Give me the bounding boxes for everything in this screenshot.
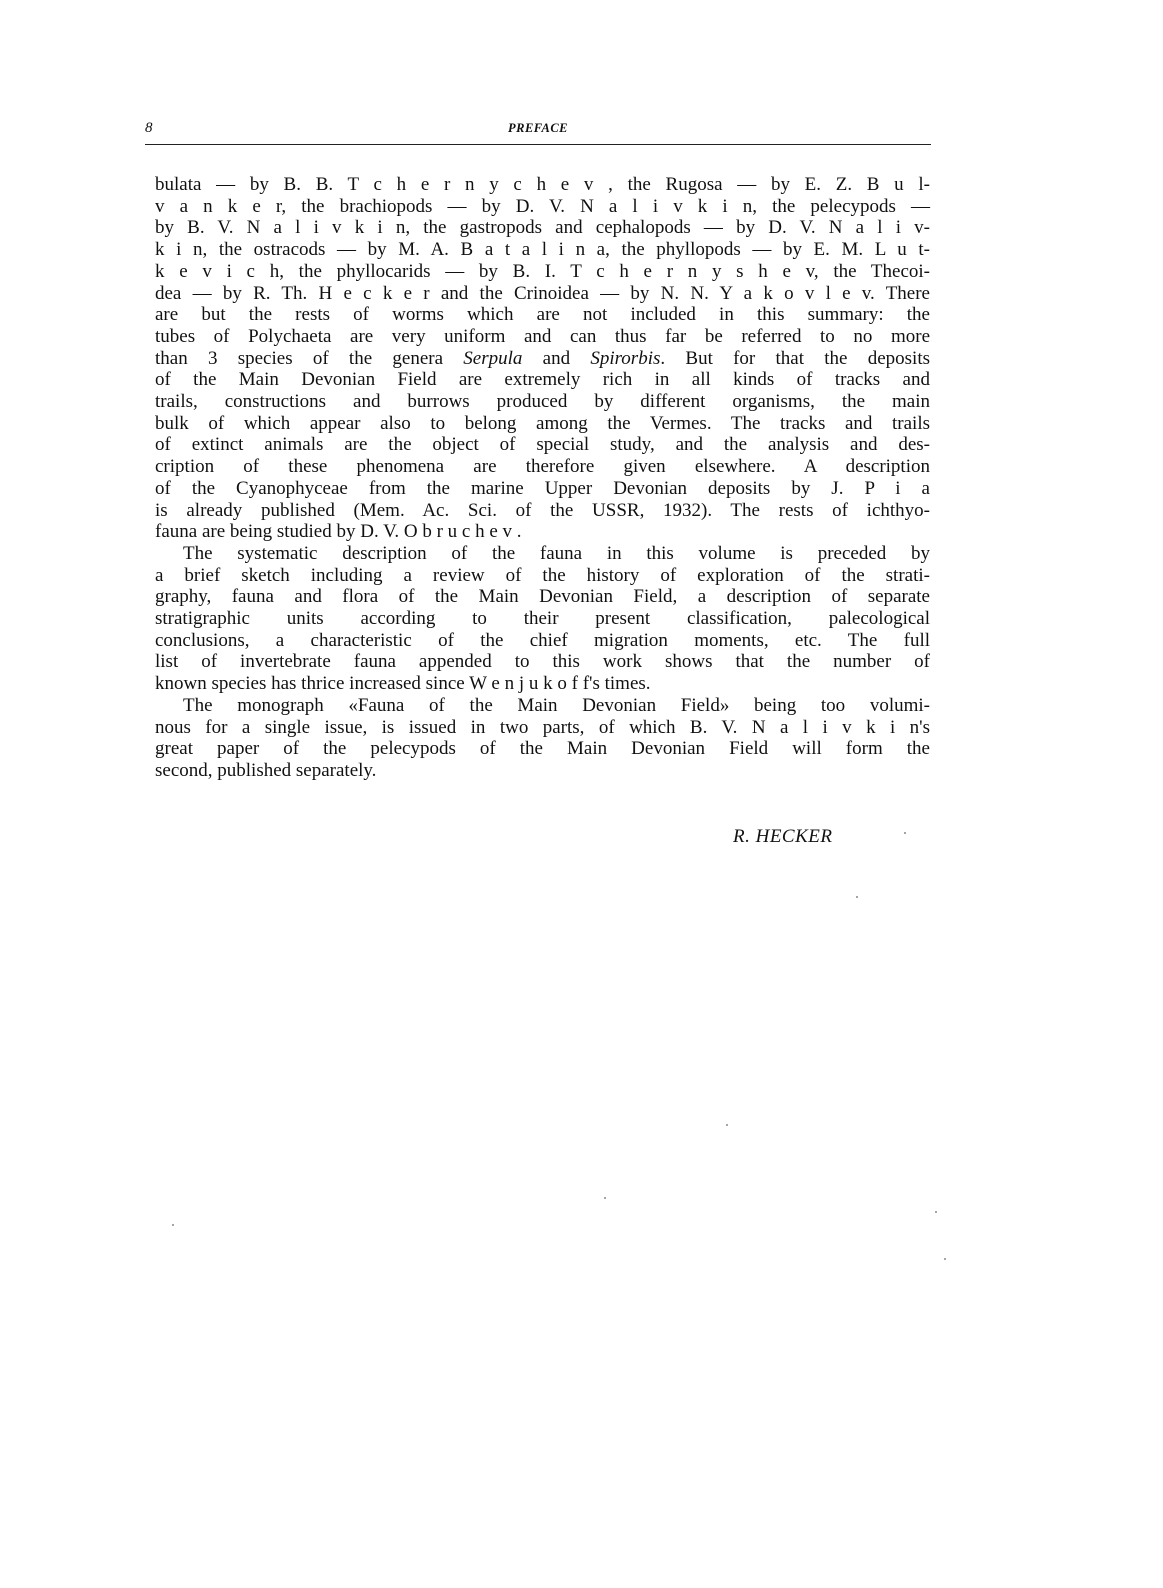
text-line: by B. V. N a l i v k i n, the gastropods and cephalopods — by D. V. N a l i v- — [155, 217, 930, 239]
text-line: a brief sketch including a review of the history of exploration of the strati- — [155, 564, 930, 586]
text-line: of the Main Devonian Field are extremely rich in all kinds of tracks and — [155, 369, 930, 391]
text-line: k e v i c h, the phyllocarids — by B. I. T c h e r n y s h e v, the Thecoi- — [155, 260, 930, 282]
text-line: bulata — by B. B. T c h e r n y c h e v , the Rugosa — by E. Z. B u l- — [155, 174, 930, 195]
page-header — [145, 118, 931, 145]
text-line: tubes of Polychaeta are very uniform and can thus far be referred to no more — [155, 325, 930, 347]
scan-speck — [726, 1124, 728, 1126]
text-line: of the Cyanophyceae from the marine Upper Devonian deposits by J. P i a — [155, 477, 930, 499]
running-head: PREFACE — [507, 121, 568, 135]
text-line: bulk of which appear also to belong among the Vermes. The tracks and trails — [155, 412, 930, 434]
scan-speck — [172, 1224, 174, 1226]
scan-speck — [856, 896, 858, 898]
text-line: graphy, fauna and flora of the Main Devonian Field, a description of separate — [155, 586, 930, 608]
text-line: list of invertebrate fauna appended to this work shows that the number of — [155, 651, 930, 673]
scan-speck — [904, 832, 906, 834]
text-line: nous for a single issue, is issued in two parts, of which B. V. N a l i v k i n's — [155, 716, 930, 738]
text-line: known species has thrice increased since W e n j u k o f f's times. — [155, 673, 651, 695]
scan-speck — [604, 1197, 606, 1199]
text-line: v a n k e r, the brachiopods — by D. V. N a l i v k i n, the pelecypods — — [155, 195, 930, 217]
author-signature: R. HECKER — [733, 826, 833, 847]
scan-speck — [944, 1258, 946, 1260]
text-line: second, published separately. — [155, 759, 377, 781]
text-line: are but the rests of worms which are not included in this summary: the — [155, 304, 930, 326]
text-line: conclusions, a characteristic of the chief migration moments, etc. The full — [155, 629, 930, 651]
text-line: than 3 species of the genera Serpula and Spirorbis. But for that the deposits — [155, 347, 931, 369]
page-number: 8 — [145, 120, 153, 136]
text-line: fauna are being studied by D. V. O b r u c h e v . — [155, 521, 522, 543]
text-line: stratigraphic units according to their present classification, palecological — [155, 608, 930, 630]
text-line: The systematic description of the fauna in this volume is preceded by — [183, 542, 930, 564]
body-text — [155, 174, 930, 782]
text-line: is already published (Mem. Ac. Sci. of the USSR, 1932). The rests of ichthyo- — [155, 499, 930, 521]
text-line: of extinct animals are the object of special study, and the analysis and des- — [155, 434, 930, 456]
genus-name: Spirorbis — [590, 347, 661, 369]
text-line: trails, constructions and burrows produced by different organisms, the main — [155, 391, 930, 413]
text-line: dea — by R. Th. H e c k e r and the Crinoidea — by N. N. Y a k o v l e v. There — [155, 282, 930, 304]
text-line: The monograph «Fauna of the Main Devonian Field» being too volumi- — [183, 694, 930, 716]
text-line: great paper of the pelecypods of the Main Devonian Field will form the — [155, 738, 930, 760]
text-line: k i n, the ostracods — by M. A. B a t a l i n a, the phyllopods — by E. M. L u t- — [155, 239, 930, 261]
genus-name: Serpula — [463, 347, 523, 369]
scan-speck — [935, 1211, 937, 1213]
text-line: cription of these phenomena are therefore given elsewhere. A description — [155, 456, 930, 478]
